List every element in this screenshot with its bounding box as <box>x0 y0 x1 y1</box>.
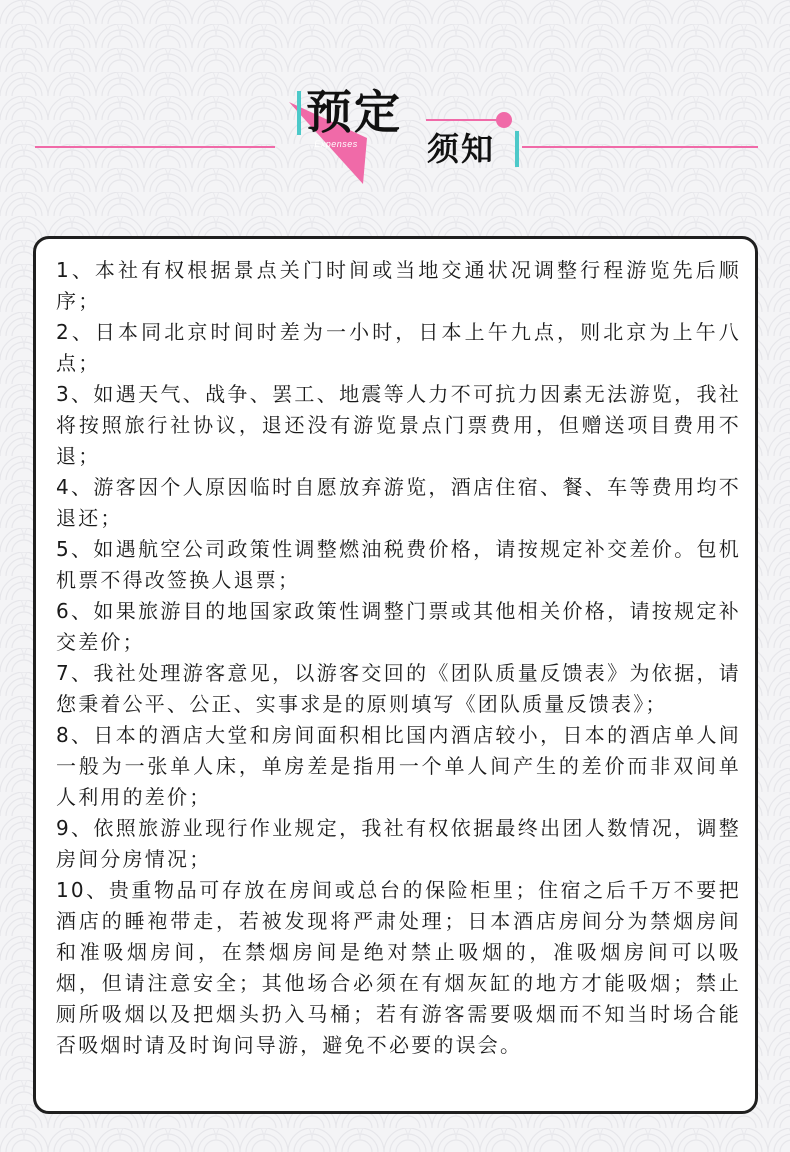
notice-item: 10、贵重物品可存放在房间或总台的保险柜里；住宿之后千万不要把酒店的睡袍带走，若被发现将严肃处理；日本酒店房间分为禁烟房间和准吸烟房间，在禁烟房间是绝对禁止吸烟的，准吸烟房间可以吸烟，但请注意安全；其他场合必须在有烟灰缸的地方才能吸烟；禁止厕所吸烟以及把烟头扔入马桶；若有游客需要吸烟而不知当时场合能否吸烟时请及时询问导游，避免不必要的误会。 <box>56 878 741 1057</box>
notice-item: 5、如遇航空公司政策性调整燃油税费价格，请按规定补交差价。包机机票不得改签换人退票； <box>56 537 741 592</box>
page-header <box>0 0 790 220</box>
notice-item: 2、日本同北京时间时差为一小时，日本上午九点，则北京为上午八点； <box>56 320 741 375</box>
header-line-middle <box>426 119 498 121</box>
header-line-right <box>522 146 758 148</box>
notice-item: 8、日本的酒店大堂和房间面积相比国内酒店较小，日本的酒店单人间一般为一张单人床，单房差是指用一个单人间产生的差价而非双间单人利用的差价； <box>56 723 741 809</box>
notice-item: 7、我社处理游客意见，以游客交回的《团队质量反馈表》为依据，请您秉着公平、公正、实事求是的原则填写《团队质量反馈表》； <box>56 661 741 716</box>
cyan-accent-bar <box>297 91 301 135</box>
notice-panel <box>33 236 758 1114</box>
notice-item: 4、游客因个人原因临时自愿放弃游览，酒店住宿、餐、车等费用均不退还； <box>56 475 741 530</box>
page-title: 预定 <box>306 85 402 139</box>
badge-label: Expenses <box>314 139 358 149</box>
notice-item: 9、依照旅游业现行作业规定，我社有权依据最终出团人数情况，调整房间分房情况； <box>56 816 741 871</box>
notice-list <box>56 255 741 1061</box>
notice-item: 6、如果旅游目的地国家政策性调整门票或其他相关价格，请按规定补交差价； <box>56 599 741 654</box>
pink-dot-icon <box>496 112 512 128</box>
page-subtitle: 须知 <box>427 130 496 168</box>
header-line-left <box>35 146 275 148</box>
notice-item: 3、如遇天气、战争、罢工、地震等人力不可抗力因素无法游览，我社将按照旅行社协议，退还没有游览景点门票费用，但赠送项目费用不退； <box>56 382 741 468</box>
cyan-accent-bar <box>515 131 519 167</box>
notice-item: 1、本社有权根据景点关门时间或当地交通状况调整行程游览先后顺序； <box>56 258 741 313</box>
